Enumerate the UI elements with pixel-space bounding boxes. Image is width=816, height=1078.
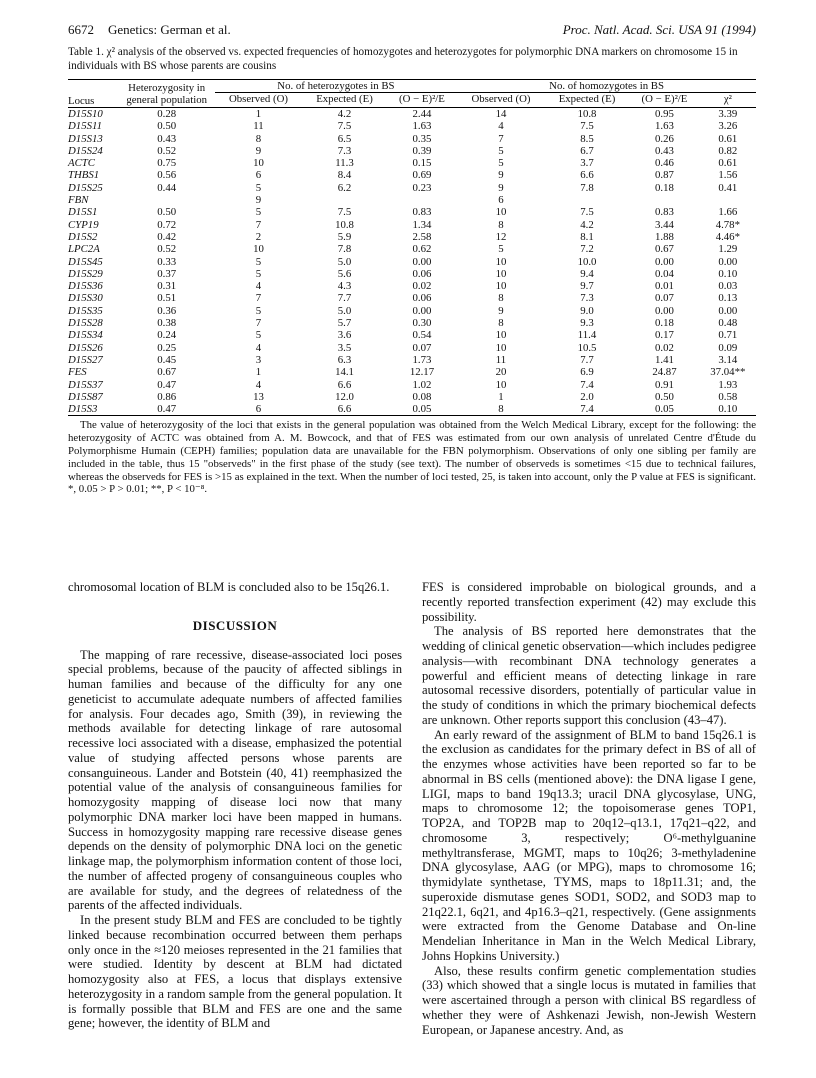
- table-cell: 0.58: [718, 390, 738, 403]
- table-cell: 1.34: [412, 218, 432, 231]
- table-cell: 9: [498, 169, 504, 182]
- running-header: [68, 22, 756, 42]
- left-intro-paragraph: chromosomal location of BLM is concluded also to be 15q26.1.: [68, 580, 390, 594]
- table-cell: 0.52: [157, 144, 177, 157]
- table-cell: 0.02: [655, 341, 674, 354]
- table-cell: 0.67: [655, 243, 674, 256]
- table-cell: 10: [253, 243, 264, 256]
- page-top: [68, 22, 756, 496]
- table-row: [68, 182, 756, 194]
- table-cell: 6.9: [580, 366, 594, 379]
- table-cell: 3.5: [337, 341, 352, 354]
- table-cell: 0.62: [412, 243, 432, 256]
- discussion-paragraph-2: In the present study BLM and FES are concluded to be tightly linked because recombination occurred between them perhaps only once in the ≈120 meioses represented in the 21 families that were studied. Identity by descent at BLM had dictated homozygosity also at FES, a locus that displays extensive heterozygosity in a random sample from the general population. It is formally possible that BLM and FES are one and the same gene; however, the identity of BLM and: [68, 913, 402, 1031]
- table-row: [68, 133, 756, 145]
- right-paragraph-3: Also, these results confirm genetic complementation studies (33) which showed that a single locus is mutated in families that were ascertained through a person with clinical BS regardless of whether they were of Ashkenazi Jewish, non-Jewish Western European, or Japanese ancestry. And, as: [422, 963, 756, 1037]
- table-cell: 4.2: [580, 218, 594, 231]
- table-cell-locus: D15S24: [68, 144, 103, 157]
- table-cell-locus: D15S30: [68, 292, 103, 305]
- table-row: [68, 145, 756, 157]
- table-cell: 1.56: [718, 169, 738, 182]
- table-cell: 5: [255, 267, 262, 280]
- col-locus: Locus: [68, 80, 119, 108]
- table-cell: 6.7: [580, 144, 594, 157]
- table-cell: 0.08: [412, 390, 432, 403]
- table-cell-locus: FES: [68, 366, 87, 379]
- table-cell: 0.18: [655, 181, 674, 194]
- table-cell-locus: D15S34: [68, 329, 103, 342]
- table-cell: [700, 194, 756, 206]
- table-cell: 0.15: [412, 157, 432, 170]
- group-heterozygotes: No. of heterozygotes in BS: [215, 80, 458, 93]
- table-cell: 14: [495, 108, 507, 120]
- table-cell: 0.87: [655, 169, 674, 182]
- table-cell: 0.31: [157, 280, 177, 293]
- table-cell: 7: [255, 218, 262, 231]
- table-cell: 0.67: [157, 366, 177, 379]
- table-cell: 7.8: [580, 181, 594, 194]
- table-caption: Table 1. χ² analysis of the observed vs. expected frequencies of homozygotes and heterozygotes for polymorphic DNA markers on chromosome 15 in individuals with BS whose parents are cousins: [68, 46, 738, 72]
- table-cell: 1.63: [412, 120, 432, 133]
- table-cell: [302, 194, 386, 206]
- table-cell: 4.3: [337, 280, 352, 293]
- table-row: [68, 317, 756, 329]
- table-cell: 1: [255, 108, 262, 120]
- right-column: [422, 580, 756, 1037]
- col-hom-observed: Observed (O): [457, 93, 545, 108]
- table-row: [68, 305, 756, 317]
- col-hom-expected: Expected (E): [545, 93, 629, 108]
- table-cell: 10.5: [577, 341, 597, 354]
- table-cell: 9.7: [580, 280, 594, 293]
- table-cell: 10: [495, 255, 507, 268]
- table-cell: 8: [498, 317, 504, 330]
- col-het-expected: Expected (E): [302, 93, 386, 108]
- table-cell: 0.26: [655, 132, 674, 145]
- table-cell: 9: [255, 144, 262, 157]
- table-cell: 2.44: [412, 108, 432, 120]
- table-cell: 5: [498, 157, 504, 170]
- table-cell: 0.56: [157, 169, 177, 182]
- table-cell: 8: [457, 403, 545, 416]
- table-cell: 7: [498, 132, 504, 145]
- table-row: [68, 268, 756, 280]
- table-cell: 5.9: [337, 230, 352, 243]
- table-cell: 13: [253, 390, 264, 403]
- page-number: 6672: [68, 22, 94, 37]
- table-cell: 9: [255, 194, 262, 207]
- col-het-observed: Observed (O): [215, 93, 303, 108]
- table-cell: 5: [255, 206, 262, 219]
- table-cell-locus: CYP19: [68, 218, 99, 231]
- table-cell: 0.86: [157, 390, 177, 403]
- table-cell: 0.35: [412, 132, 432, 145]
- table-cell: 4.46*: [715, 230, 740, 243]
- right-paragraph-2: An early reward of the assignment of BLM to band 15q26.1 is the exclusion as candidates for the primary defect in BS of all of the enzymes whose activities have been reported so far to be abnormal in BS cells (mentioned above): the DNA ligase I gene, LIGI, maps to band 19q13.3; uracil DNA glycosylase, UNG, maps to chromosome 12; the topoisomerase genes TOP1, TOP2A, and TOP2B map to 20q12–q13.1, 17q21–q22, and chromosome 3, respectively; O⁶-methylguanine methyltransferase, MGMT, maps to 10q26; 3-methyladenine DNA glycosylase, AAG (or MPG), maps to chromosome 16; thymidylate synthetase, TYMS, maps to 18p11.31; and, the superoxide dismutase genes SOD1, SOD2, and SOD3 map to 21q22.1, 6q21, and 4p16.3–q21, respectively. (Gene assignments were extracted from the Genome Database and On-line Mendelian Inheritance in Man in the Welch Medical Library, Johns Hopkins University.): [422, 727, 756, 963]
- table-row: [68, 366, 756, 378]
- table-cell: 11.4: [577, 329, 597, 342]
- table-cell-locus: D15S28: [68, 317, 103, 330]
- journal-citation: Proc. Natl. Acad. Sci. USA 91 (1994): [562, 22, 756, 37]
- group-homozygotes: No. of homozygotes in BS: [457, 80, 756, 93]
- table-row: [68, 194, 756, 206]
- table-cell: 9.0: [580, 304, 594, 317]
- table-cell: 0.42: [157, 230, 177, 243]
- table-cell: 6.6: [337, 378, 352, 391]
- table-cell: 12: [495, 230, 507, 243]
- table-cell: 7.8: [337, 243, 352, 256]
- table-cell-locus: D15S26: [68, 341, 103, 354]
- table-cell: 0.00: [412, 304, 432, 317]
- table-cell: 7: [255, 317, 262, 330]
- table-cell: 0.06: [412, 267, 432, 280]
- table-cell: 9.4: [580, 267, 594, 280]
- table-cell: [629, 194, 699, 206]
- table-cell: 5: [255, 181, 262, 194]
- table-cell: 0.00: [718, 304, 738, 317]
- table-row: [68, 219, 756, 231]
- table-cell: 5.7: [337, 317, 352, 330]
- table-cell-locus: D15S45: [68, 255, 103, 268]
- table-cell: 24.87: [652, 366, 677, 379]
- table-cell: 0.17: [655, 329, 674, 342]
- right-paragraph-1: The analysis of BS reported here demonstrates that the wedding of clinical genetic observation—which includes pedigree analysis—with recombinant DNA technology generates a powerful and efficient means of detecting linkage in rare autosomal recessive disorders, potentially of particular value in the study of conditions in which the primary biochemical defects are unknown. Other reports support this conclusion (43–47).: [422, 624, 756, 727]
- table-cell: 4: [255, 341, 262, 354]
- table-cell: 10: [495, 206, 507, 219]
- table-cell: 10: [495, 341, 507, 354]
- table-row: [68, 256, 756, 268]
- left-column: [68, 580, 402, 1031]
- table-cell: 5.0: [337, 255, 352, 268]
- table-cell: 0.72: [157, 218, 177, 231]
- table-cell: 1.29: [718, 243, 738, 256]
- table-cell: 8: [498, 218, 504, 231]
- table-cell: 12.0: [335, 390, 354, 403]
- table-cell-locus: D15S36: [68, 280, 103, 293]
- table-cell: 0.47: [119, 403, 215, 416]
- table-cell: 7.7: [337, 292, 352, 305]
- table-cell: 6.3: [337, 353, 352, 366]
- table-cell-locus: LPC2A: [68, 243, 100, 256]
- table-row: [68, 206, 756, 218]
- table-cell: 0.75: [157, 157, 177, 170]
- table-cell: 0.09: [718, 341, 738, 354]
- table-cell: 0.52: [157, 243, 177, 256]
- table-cell: 8.5: [580, 132, 594, 145]
- table-cell: 0.10: [700, 403, 756, 416]
- table-cell: 37.04**: [710, 366, 746, 379]
- table-cell: 1.88: [655, 230, 674, 243]
- table-cell-locus: D15S87: [68, 390, 103, 403]
- table-row: [68, 379, 756, 391]
- table-row: [68, 120, 756, 132]
- table-cell: 11.3: [335, 157, 354, 170]
- table-cell: 8: [255, 132, 262, 145]
- table-cell: 0.91: [655, 378, 674, 391]
- table-cell: 0.24: [157, 329, 177, 342]
- table-cell: 0.50: [157, 206, 177, 219]
- table-cell: 1.73: [412, 353, 432, 366]
- table-cell: 5: [498, 243, 504, 256]
- discussion-heading: DISCUSSION: [192, 617, 278, 633]
- table-cell: 1.93: [718, 378, 738, 391]
- table-cell: 20: [495, 366, 507, 379]
- table-cell: 1: [498, 390, 504, 403]
- table-row: [68, 391, 756, 403]
- discussion-paragraph-1: The mapping of rare recessive, disease-associated loci poses special problems, because of the paucity of affected siblings in human families and because of the difficulty for any one geneticist to accumulate adequate numbers of affected families for analysis. Four decades ago, Smith (39), in reviewing the methods available for detecting linkage of rare autosomal recessive loci associated with a disease, emphasized the potential value of studying affected persons whose parents are consanguineous. Lander and Botstein (40, 41) reemphasized the potential value of the analysis of consanguineous families for homozygosity mapping of disease loci now that many polymorphic DNA marker loci have been mapped in humans. Success in homozygosity mapping rare recessive disease genes depends on the density of polymorphic DNA loci on the genetic linkage map, the polymorphism information content of those loci, the number of affected progeny of consanguineous couples who are available for study, and the degrees of relatedness of the parents of the affected individuals.: [68, 647, 402, 913]
- table-cell: 10: [253, 157, 264, 170]
- table-row: [68, 403, 756, 416]
- table-cell: 6: [498, 194, 504, 207]
- table-cell: 0.06: [412, 292, 432, 305]
- table-row: [68, 169, 756, 181]
- table-cell: 3.44: [655, 218, 674, 231]
- table-cell: 0.28: [157, 108, 177, 120]
- table-cell: 1.41: [655, 353, 674, 366]
- col-chi-square: χ²: [700, 93, 756, 108]
- table-cell: 4.78*: [715, 218, 740, 231]
- table-cell: 0.82: [718, 144, 738, 157]
- table-cell: 14.1: [335, 366, 354, 379]
- table-row: [68, 329, 756, 341]
- table-cell: 3.7: [580, 157, 594, 170]
- table-cell: 0.47: [157, 378, 177, 391]
- table-cell: 0.83: [412, 206, 432, 219]
- table-cell: 10: [495, 329, 507, 342]
- table-cell: 0.00: [655, 255, 674, 268]
- table-cell-locus: ACTC: [68, 157, 96, 170]
- table-cell: 0.45: [157, 353, 177, 366]
- table-cell: 0.03: [718, 280, 738, 293]
- table-cell: 0.61: [718, 132, 738, 145]
- table-cell: 7.4: [580, 378, 594, 391]
- table-cell: 0.23: [412, 181, 432, 194]
- table-cell: 1.66: [718, 206, 738, 219]
- table-cell: 0.07: [412, 341, 432, 354]
- table-cell: 10.0: [577, 255, 597, 268]
- right-continuation-paragraph: FES is considered improbable on biological grounds, and a recently reported transfection experiment (42) may exclude this possibility.: [422, 580, 756, 624]
- table-cell: 5: [498, 144, 504, 157]
- table-cell-locus: THBS1: [68, 169, 100, 182]
- table-cell: [119, 194, 215, 206]
- table-cell: 0.61: [718, 157, 738, 170]
- table-cell: 0.95: [655, 108, 674, 120]
- table-cell: 8: [498, 292, 504, 305]
- table-cell: 6: [215, 403, 303, 416]
- table-cell-locus: D15S2: [68, 230, 98, 243]
- table-cell: 7.5: [337, 206, 352, 219]
- table-cell: 0.51: [157, 292, 177, 305]
- table-cell: 0.25: [157, 341, 177, 354]
- table-cell: 8.1: [580, 230, 594, 243]
- table-cell: 0.69: [412, 169, 432, 182]
- table-cell: 7.7: [580, 353, 594, 366]
- table-cell-locus: D15S13: [68, 132, 103, 145]
- table-cell: 0.04: [655, 267, 674, 280]
- table-cell: 0.33: [157, 255, 177, 268]
- table-cell: [545, 194, 629, 206]
- table-cell: 3: [255, 353, 262, 366]
- table-cell: 0.02: [412, 280, 432, 293]
- table-cell-locus: D15S11: [68, 120, 102, 133]
- table-cell: 3.6: [337, 329, 352, 342]
- table-cell: 0.39: [412, 144, 432, 157]
- table-cell: 5.0: [337, 304, 352, 317]
- table-cell: 10: [495, 378, 507, 391]
- table-cell: 4.2: [337, 108, 352, 120]
- table-row: [68, 342, 756, 354]
- table-cell: 0.44: [157, 181, 177, 194]
- table-cell: 2.0: [580, 390, 594, 403]
- table-cell: 9: [498, 181, 504, 194]
- table-cell: 11: [495, 353, 507, 366]
- table-cell: 0.71: [718, 329, 738, 342]
- table-row: [68, 231, 756, 243]
- table-cell: 6.6: [302, 403, 386, 416]
- table-cell-locus: FBN: [68, 194, 89, 207]
- table-cell: 7.3: [337, 144, 352, 157]
- table-row: [68, 243, 756, 255]
- table-cell: 9.3: [580, 317, 594, 330]
- table-cell: 0.48: [718, 317, 738, 330]
- table-cell: 1.02: [412, 378, 432, 391]
- section-title: Genetics: German et al.: [108, 22, 231, 37]
- table-cell: 10: [495, 267, 507, 280]
- table-cell: 6.2: [337, 181, 352, 194]
- table-cell: 1.63: [655, 120, 674, 133]
- table-cell: 11: [253, 120, 264, 133]
- table-cell: 0.46: [655, 157, 674, 170]
- table-cell: 3.26: [718, 120, 738, 133]
- table-cell: 0.07: [655, 292, 674, 305]
- table-cell-locus: D15S35: [68, 304, 103, 317]
- table-cell: 7.3: [580, 292, 594, 305]
- table-cell: 0.43: [655, 144, 674, 157]
- table-cell: 8.4: [337, 169, 352, 182]
- table-cell: 0.13: [718, 292, 738, 305]
- table-cell: 4: [498, 120, 504, 133]
- table-cell: 0.01: [655, 280, 674, 293]
- table-cell: 0.83: [655, 206, 674, 219]
- table-cell: 10.8: [335, 218, 354, 231]
- table-cell: 9: [498, 304, 504, 317]
- table-cell-locus: D15S27: [68, 353, 103, 366]
- table-cell: 5: [255, 255, 262, 268]
- table-cell: 0.10: [718, 267, 738, 280]
- table-cell: 3.14: [718, 353, 738, 366]
- table-cell: 2.58: [412, 230, 432, 243]
- table-cell-locus: D15S1: [68, 206, 98, 219]
- table-cell: 10: [495, 280, 507, 293]
- table-cell: [387, 194, 457, 206]
- table-cell: 0.05: [629, 403, 699, 416]
- table-cell: 0.18: [655, 317, 674, 330]
- table-cell: 0.43: [157, 132, 177, 145]
- table-cell-locus: D15S29: [68, 267, 103, 280]
- table-footnote: The value of heterozygosity of the loci that exists in the general population was obtained from the Welch Medical Library, except for the following: the heterozygosity of ACTC was obtained from A. M. Bowcock, and that of FES was estimated from our own analysis of unrelated Centre d'Étude du Polymorphisme Humain (CEPH) families; population data are unavailable for the FBN polymorphism. Observations of only one sibling per family are included in the table, thus 15 "observeds" in the first phase of the study (see text). The number of observeds is sometimes <15 due to technical failures, whereas the observeds for FES is >15 as explained in the text. When the number of loci tested, 25, is taken into account, only the P value at FES is significant. *, 0.05 > P > 0.01; **, P < 10⁻⁸.: [68, 419, 756, 496]
- col-hom-oe: (O − E)²/E: [629, 93, 699, 108]
- table-row: [68, 280, 756, 292]
- table-cell: 0.36: [157, 304, 177, 317]
- table-row: [68, 292, 756, 304]
- col-heterozygosity: Heterozygosity in general population: [119, 80, 215, 108]
- table-cell: 3.39: [718, 108, 738, 120]
- table-cell: 7.4: [545, 403, 629, 416]
- col-het-oe: (O − E)²/E: [387, 93, 457, 108]
- table-cell: 0.38: [157, 317, 177, 330]
- chi-square-table: [68, 79, 756, 416]
- table-cell: 4: [255, 378, 262, 391]
- table-cell: 7: [255, 292, 262, 305]
- table-cell: 0.00: [412, 255, 432, 268]
- table-cell: 0.41: [718, 181, 738, 194]
- table-row: [68, 157, 756, 169]
- table-cell-locus: D15S37: [68, 378, 103, 391]
- table-cell: 0.00: [718, 255, 738, 268]
- table-cell: 7.2: [580, 243, 594, 256]
- table-cell-locus: D15S25: [68, 181, 103, 194]
- table-row: [68, 108, 756, 121]
- table-row: [68, 354, 756, 366]
- table-cell: 0.50: [655, 390, 674, 403]
- table-cell: 5.6: [337, 267, 352, 280]
- table-cell: 4: [255, 280, 262, 293]
- table-cell: 10.8: [577, 108, 597, 120]
- table-cell: 0.54: [412, 329, 432, 342]
- table-cell: 6.5: [337, 132, 352, 145]
- table-cell: 7.5: [580, 120, 594, 133]
- table-cell: 7.5: [337, 120, 352, 133]
- table-cell: 5: [255, 304, 262, 317]
- table-cell: 0.37: [157, 267, 177, 280]
- table-cell-locus: D15S3: [68, 403, 119, 416]
- table-cell: 5: [255, 329, 262, 342]
- table-cell: 0.50: [157, 120, 177, 133]
- table-cell: 2: [255, 230, 262, 243]
- table-cell: 0.30: [412, 317, 432, 330]
- table-cell: 6.6: [580, 169, 594, 182]
- table-cell: 0.00: [655, 304, 674, 317]
- table-cell: 0.05: [387, 403, 457, 416]
- table-cell-locus: D15S10: [68, 108, 103, 120]
- table-cell: 7.5: [580, 206, 594, 219]
- table-cell: 1: [255, 366, 262, 379]
- table-cell: 12.17: [409, 366, 435, 379]
- table-cell: 6: [255, 169, 262, 182]
